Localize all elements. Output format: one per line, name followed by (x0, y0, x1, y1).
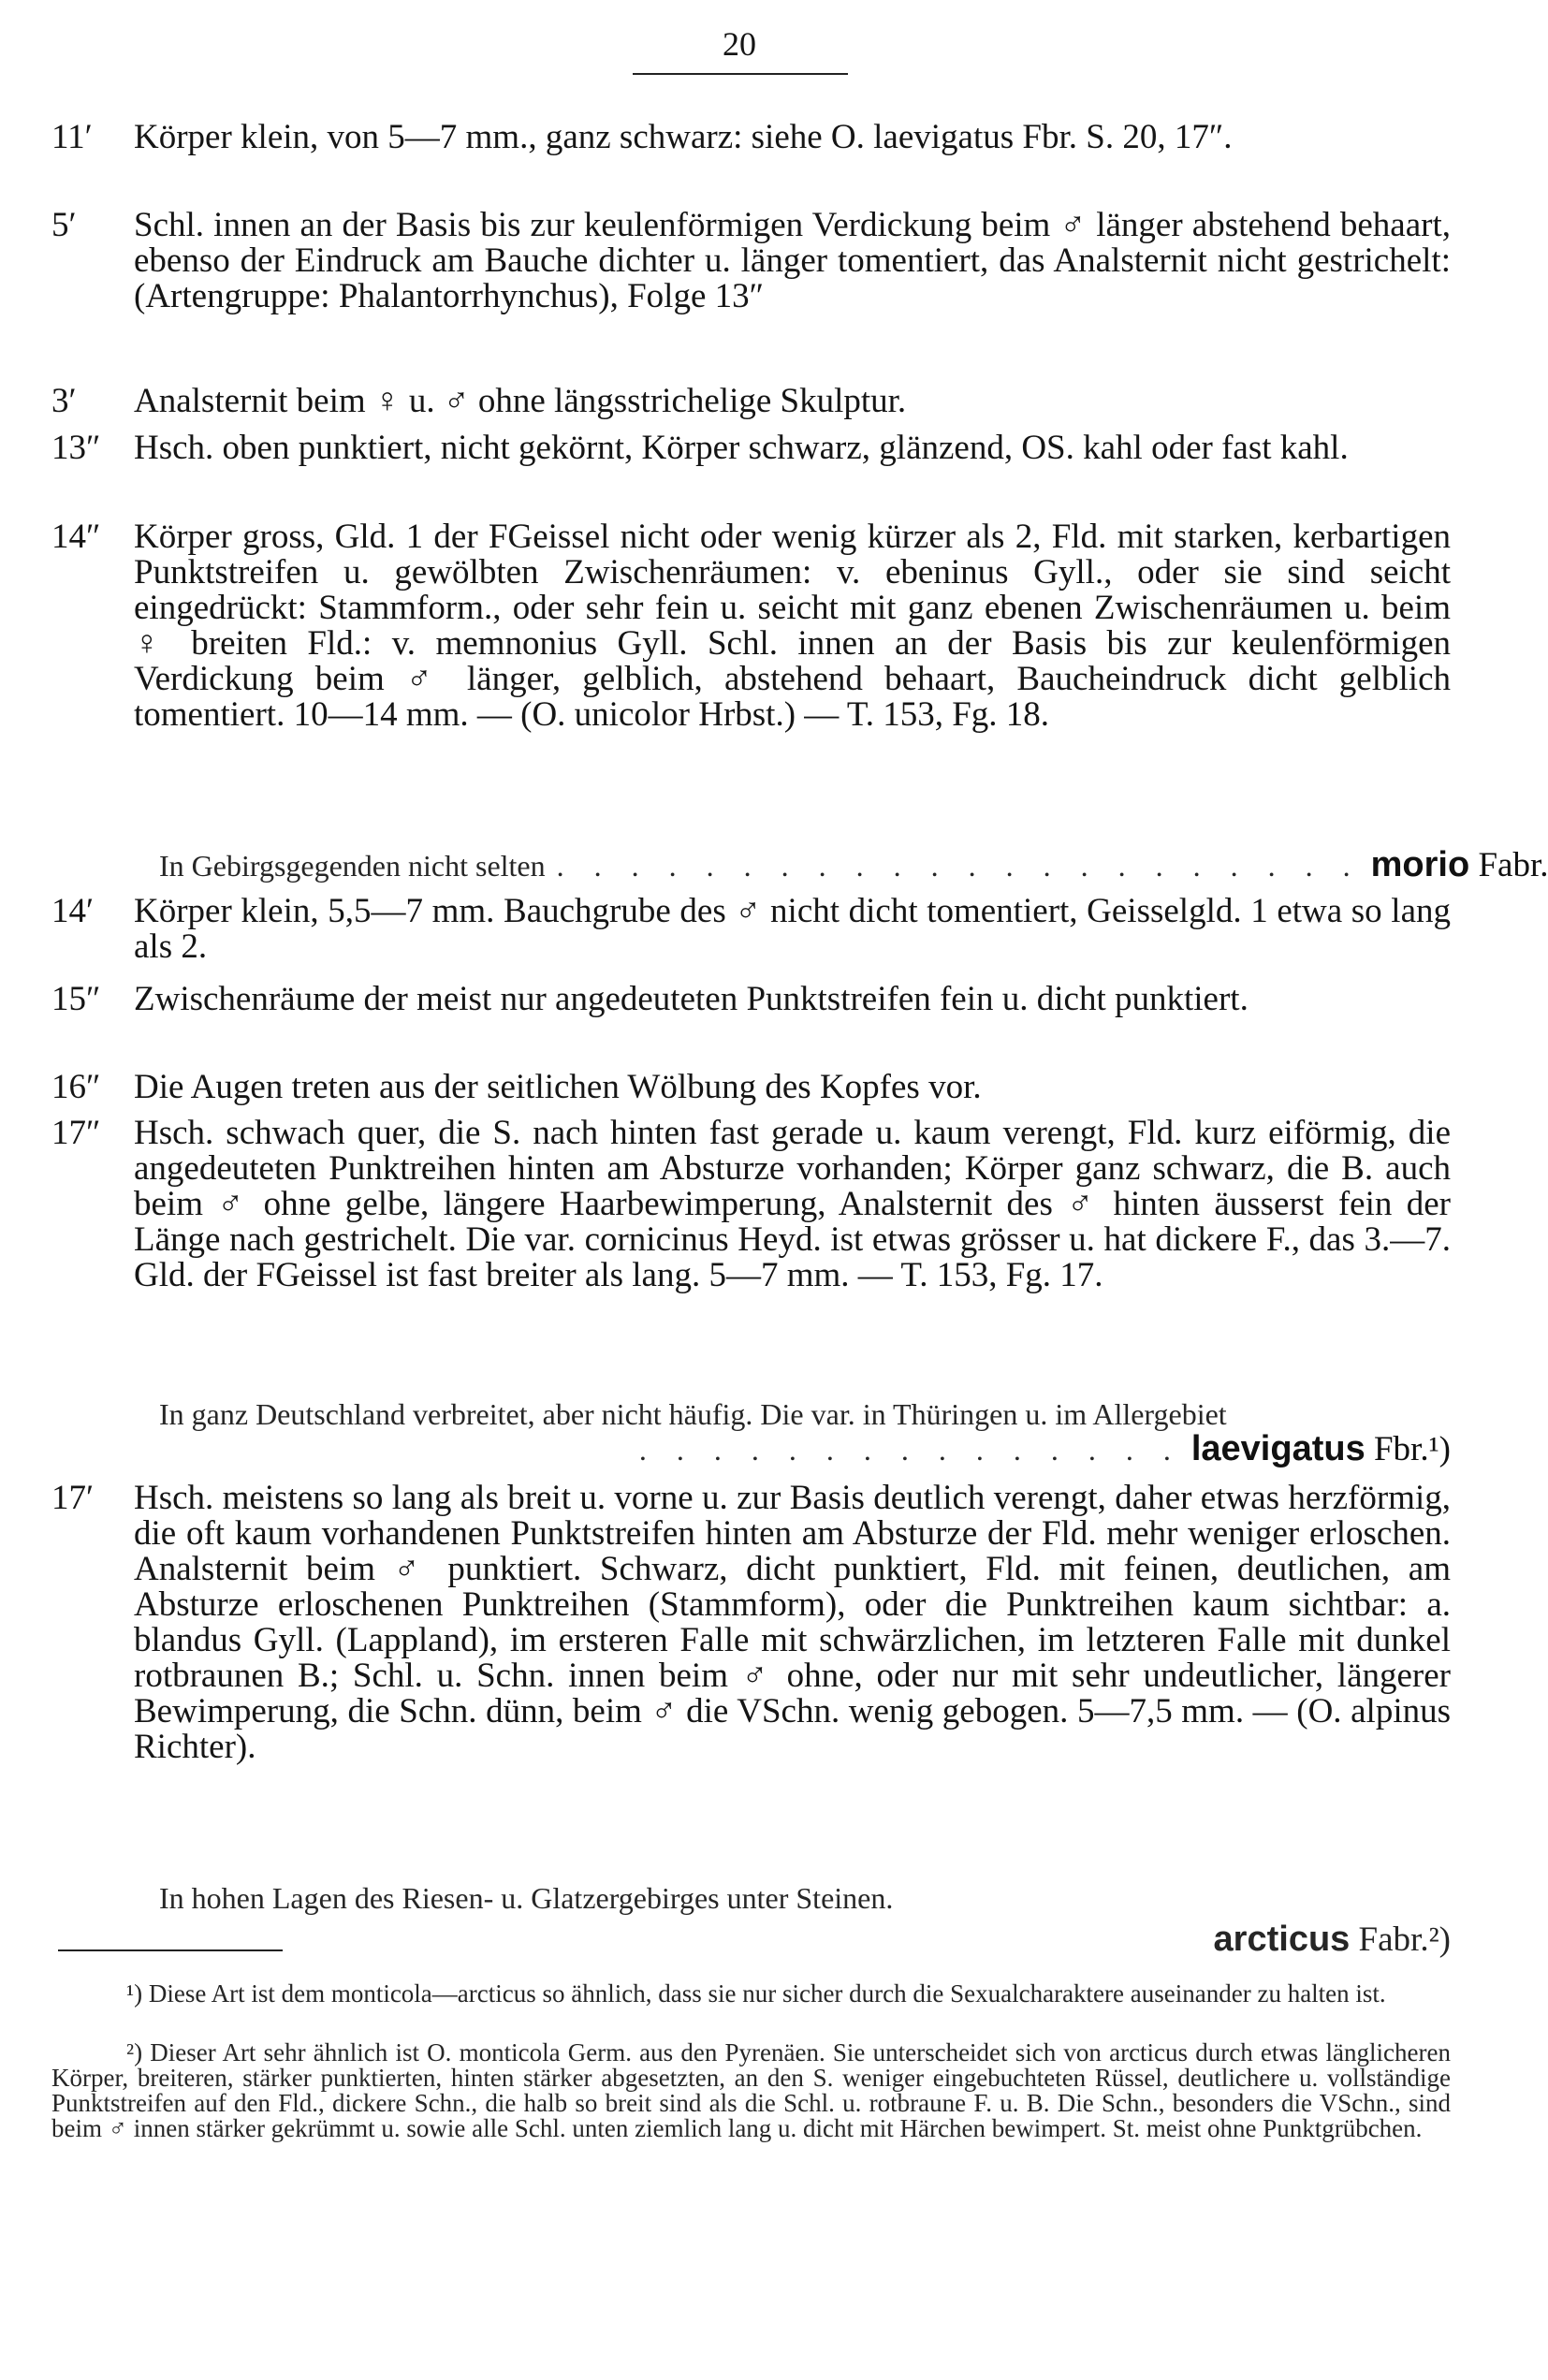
header-rule (633, 73, 848, 75)
page-number: 20 (723, 25, 756, 63)
entry-text: Schl. innen an der Basis bis zur keulenförmigen Verdickung beim ♂ länger abstehend behaart, ebenso der Eindruck am Bauche dichter u. länger tomentiert, das Analsternit nicht gestrichelt: (Artengruppe: Phalantorrhynchus), Folge 13″ (134, 206, 1451, 315)
distribution-laevigatus (159, 1397, 1451, 1467)
entry-text: Körper klein, von 5—7 mm., ganz schwarz: siehe O. laevigatus Fbr. S. 20, 17″. (134, 118, 1233, 156)
entry-text: Die Augen treten aus der seitlichen Wölbung des Kopfes vor. (134, 1068, 982, 1106)
distribution-text: In hohen Lagen des Riesen- u. Glatzergebirges unter Steinen. (159, 1881, 894, 1915)
distribution-text: In Gebirgsgegenden nicht selten (159, 849, 546, 883)
entry-key: 15″ (51, 980, 101, 1018)
entry-key: 11′ (51, 118, 93, 156)
entry-text: Hsch. oben punktiert, nicht gekörnt, Körper schwarz, glänzend, OS. kahl oder fast kahl. (134, 429, 1349, 467)
key-entry-11 (51, 120, 1451, 155)
entry-key: 13″ (51, 429, 101, 467)
footnote-text: Dieser Art sehr ähnlich ist O. monticola Germ. aus den Pyrenäen. Sie unterscheidet sich von arcticus durch etwas länglicheren Körper, breiteren, stärker punktierten, hinten stärker abgesetzten, an den S. weniger eingebuchteten Rüssel, deutlichere u. vollständige Punktstreifen auf den Fld., dickere Schn., die halb so breit sind als die Schl. u. rotbraune F. u. B. Die Schn., besonders die VSchn., sind beim ♂ innen stärker gekrümmt u. sowie alle Schl. unten ziemlich lang u. dicht mit Härchen bewimpert. St. meist ohne Punktgrübchen. (51, 2038, 1451, 2142)
entry-key: 17″ (51, 1114, 101, 1152)
distribution-arcticus (159, 1881, 1451, 1959)
entry-key: 3′ (51, 382, 77, 420)
leader-dots: . . . . . . . . . . . . . . . . . . . . . . (556, 849, 1362, 883)
footnote-rule (58, 1949, 283, 1951)
species-name: morio Fabr. (1370, 845, 1548, 884)
key-entry-3 (51, 384, 1451, 419)
entry-text: Hsch. meistens so lang als breit u. vorne u. zur Basis deutlich verengt, daher etwas herzförmig, die oft kaum vorhandenen Punktstreifen hinten am Absturze der Fld. mehr weniger erloschen. Analsternit beim ♂ punktiert. Schwarz, dicht punktiert, Fld. mit feinen, deutlichen, am Absturze erloschenen Punktreihen (Stammform), oder die Punktreihen kaum sichtbar: a. blandus Gyll. (Lappland), im ersteren Falle mit schwärzlichen, im letzteren Falle mit dunkel rotbraunen B.; Schl. u. Schn. innen beim ♂ ohne, oder nur mit sehr undeutlicher, längerer Bewimperung, die Schn. dünn, beim ♂ die VSchn. wenig gebogen. 5—7,5 mm. — (O. alpinus Richter). (134, 1479, 1451, 1766)
key-entry-5 (51, 208, 1451, 314)
entry-key: 16″ (51, 1068, 101, 1106)
footnote-mark: ²) (126, 2038, 143, 2066)
key-entry-15 (51, 982, 1451, 1017)
key-entry-16 (51, 1070, 1451, 1105)
key-entry-13 (51, 431, 1451, 466)
entry-text: Körper gross, Gld. 1 der FGeissel nicht oder wenig kürzer als 2, Fld. mit starken, kerbartigen Punktstreifen u. gewölbten Zwischenräumen: v. ebeninus Gyll., oder sie sind seicht eingedrückt: Stammform., oder sehr fein u. seicht mit ganz ebenen Zwischenräumen u. beim ♀ breiten Fld.: v. memnonius Gyll. Schl. innen an der Basis bis zur keulenförmigen Verdickung beim ♂ länger, gelblich, abstehend behaart, Baucheindruck dicht gelblich tomentiert. 10—14 mm. — (O. unicolor Hrbst.) — T. 153, Fg. 18. (134, 518, 1451, 734)
entry-text: Zwischenräume der meist nur angedeuteten Punktstreifen fein u. dicht punktiert. (134, 980, 1249, 1018)
key-entry-17 (51, 1116, 1451, 1293)
entry-key: 14′ (51, 892, 95, 930)
entry-text: Hsch. schwach quer, die S. nach hinten fast gerade u. kaum verengt, Fld. kurz eiförmig, die angedeuteten Punktreihen hinten am Absturze vorhanden; Körper ganz schwarz, die B. auch beim ♂ ohne gelbe, längere Haarbewimperung, Analsternit des ♂ hinten äusserst fein der Länge nach gestrichelt. Die var. cornicinus Heyd. ist etwas grösser u. hat dickere F., das 3.—7. Gld. der FGeissel ist fast breiter als lang. 5—7 mm. — T. 153, Fg. 17. (134, 1114, 1451, 1294)
key-entry-14b (51, 894, 1451, 965)
entry-key: 17′ (51, 1479, 95, 1517)
entry-key: 14″ (51, 518, 101, 556)
species-name: laevigatus Fbr.¹) (1190, 1429, 1451, 1468)
entry-text: Körper klein, 5,5—7 mm. Bauchgrube des ♂ nicht dicht tomentiert, Geisselgld. 1 etwa so lang als 2. (134, 892, 1451, 966)
leader-dots: . . . . . . . . . . . . . . . (638, 1433, 1182, 1467)
key-entry-14 (51, 519, 1451, 733)
footnote-2 (51, 2040, 1451, 2141)
distribution-text: In ganz Deutschland verbreitet, aber nicht häufig. Die var. in Thüringen u. im Allergebiet (159, 1397, 1227, 1431)
species-name: arcticus Fabr.²) (1213, 1920, 1451, 1959)
distribution-morio (159, 845, 1548, 884)
entry-text: Analsternit beim ♀ u. ♂ ohne längsstrichelige Skulptur. (134, 382, 907, 420)
footnote-mark: ¹) (126, 1979, 143, 2008)
key-entry-17b (51, 1481, 1451, 1765)
footnote-1 (51, 1981, 1451, 2007)
entry-key: 5′ (51, 206, 77, 244)
footnote-text: Diese Art ist dem monticola—arcticus so ähnlich, dass sie nur sicher durch die Sexualcharaktere auseinander zu halten ist. (148, 1979, 1386, 2008)
